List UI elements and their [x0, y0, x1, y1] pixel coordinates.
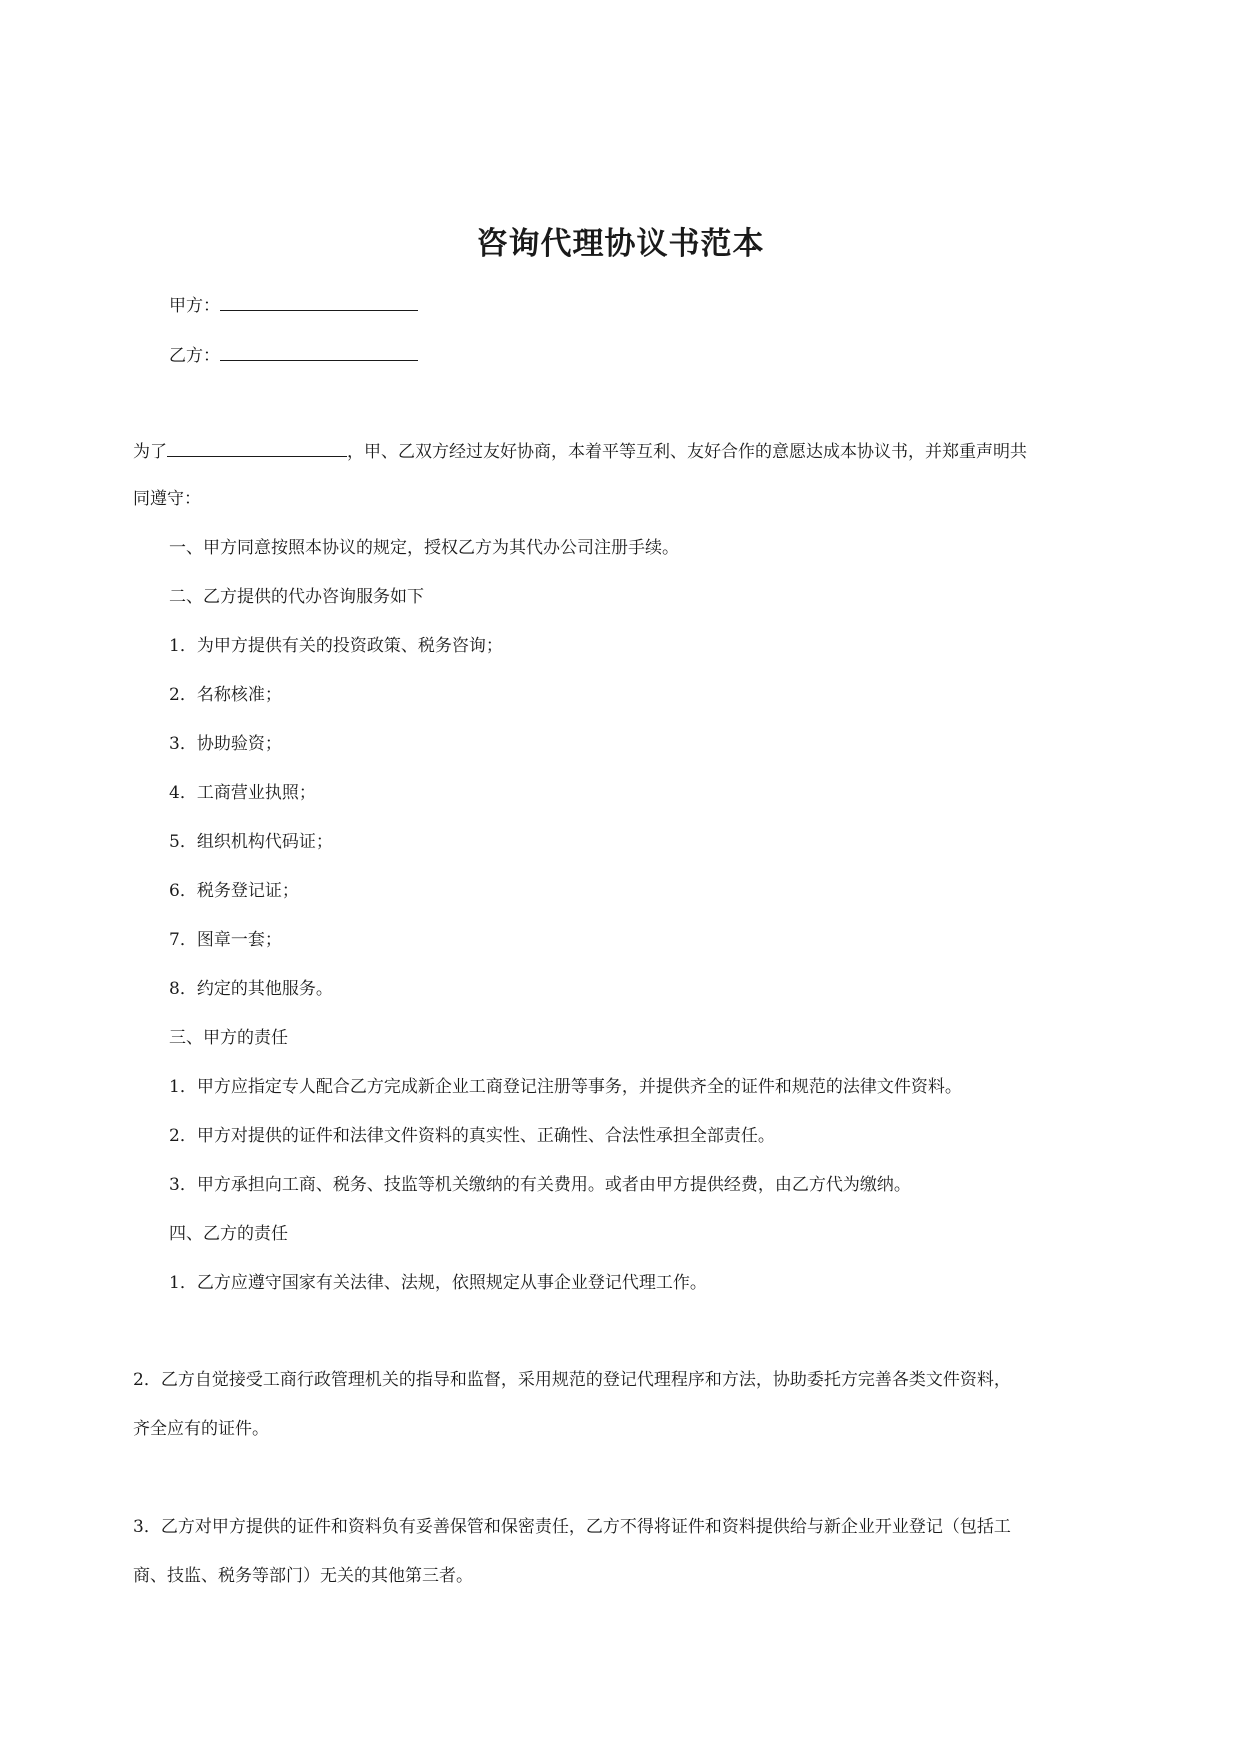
- intro-line-2: 同遵守：: [133, 489, 201, 509]
- list-item: 2．甲方对提供的证件和法律文件资料的真实性、正确性、合法性承担全部责任。: [169, 1126, 775, 1146]
- party-a-line: [169, 292, 418, 318]
- section-4-item-3-line-1: 3．乙方对甲方提供的证件和资料负有妥善保管和保密责任，乙方不得将证件和资料提供给与新企业开业登记（包括工: [133, 1517, 1011, 1537]
- party-a-blank: [220, 292, 418, 311]
- section-3-heading: 三、甲方的责任: [169, 1028, 288, 1048]
- party-b-line: [169, 342, 418, 368]
- list-item: 1．甲方应指定专人配合乙方完成新企业工商登记注册等事务，并提供齐全的证件和规范的法律文件资料。: [169, 1077, 962, 1097]
- section-2-heading: 二、乙方提供的代办咨询服务如下: [169, 587, 424, 607]
- list-item: 4．工商营业执照；: [169, 783, 316, 803]
- document-title: 咨询代理协议书范本: [476, 226, 765, 262]
- section-4-item-2-line-2: 齐全应有的证件。: [133, 1419, 269, 1439]
- intro-suffix: ，甲、乙双方经过友好协商，本着平等互利、友好合作的意愿达成本协议书，并郑重声明共: [347, 442, 1027, 462]
- section-4-item-3-line-2: 商、技监、税务等部门）无关的其他第三者。: [133, 1566, 473, 1586]
- section-4-item-2-line-1: 2．乙方自觉接受工商行政管理机关的指导和监督，采用规范的登记代理程序和方法，协助委托方完善各类文件资料，: [133, 1370, 1011, 1390]
- intro-prefix: 为了: [133, 442, 167, 462]
- list-item: 6．税务登记证；: [169, 881, 299, 901]
- list-item: 3．甲方承担向工商、税务、技监等机关缴纳的有关费用。或者由甲方提供经费，由乙方代为缴纳。: [169, 1175, 911, 1195]
- section-4-heading: 四、乙方的责任: [169, 1224, 288, 1244]
- list-item: 3．协助验资；: [169, 734, 282, 754]
- party-b-blank: [220, 342, 418, 361]
- list-item: 1．乙方应遵守国家有关法律、法规，依照规定从事企业登记代理工作。: [169, 1273, 707, 1293]
- party-a-label: 甲方：: [169, 296, 220, 316]
- list-item: 7．图章一套；: [169, 930, 282, 950]
- purpose-blank: [167, 438, 347, 457]
- intro-line-1: [133, 438, 1027, 464]
- list-item: 1．为甲方提供有关的投资政策、税务咨询；: [169, 636, 503, 656]
- list-item: 2．名称核准；: [169, 685, 282, 705]
- section-1: 一、甲方同意按照本协议的规定，授权乙方为其代办公司注册手续。: [169, 538, 679, 558]
- list-item: 8．约定的其他服务。: [169, 979, 333, 999]
- list-item: 5．组织机构代码证；: [169, 832, 333, 852]
- party-b-label: 乙方：: [169, 346, 220, 366]
